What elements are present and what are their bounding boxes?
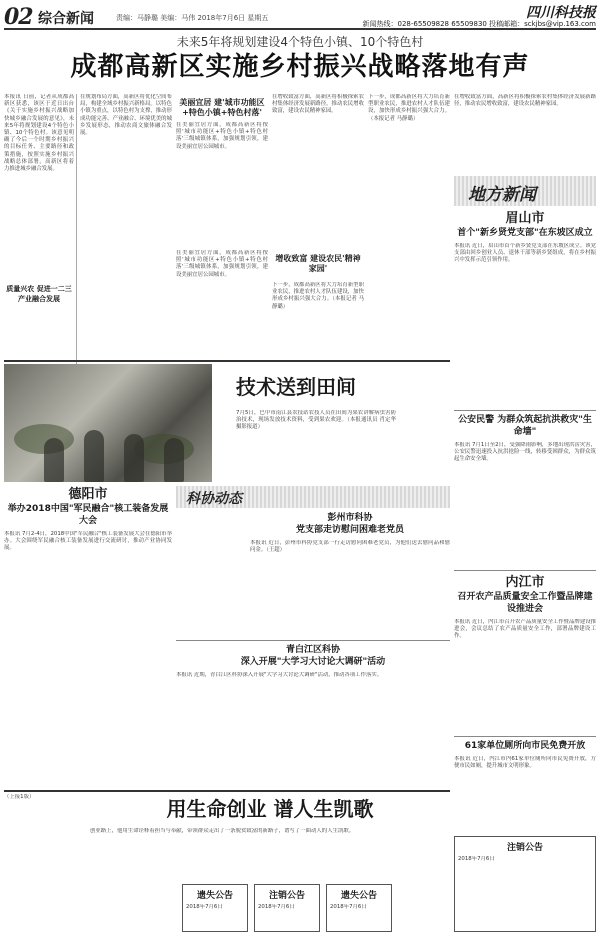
deyang-title: 举办2018中国"军民融合"核工装备发展大会: [7, 504, 169, 526]
sub-heading-1-wrap: [4, 280, 74, 314]
editor-meta: 责编：马静璐 美编：马伟 2018年7月6日 星期五: [116, 14, 269, 22]
police-title: 公安民警 为群众筑起抗洪救灾"生命墙": [458, 415, 592, 437]
feature-title: 用生命创业 谱人生凯歌: [166, 797, 374, 821]
section-name: 综合新闻: [38, 11, 94, 27]
pengzhou-body: 本报讯 近日，彭州市科协党支部一行走访慰问困难老党员，为他们送去慰问品和慰问金。（王超）: [250, 540, 450, 554]
contacts: [363, 19, 597, 29]
deyang-city: 德阳市: [68, 487, 108, 502]
lead-col-5-wrap: [368, 94, 450, 354]
police-story: [454, 414, 596, 564]
lead-col-2: 在规划布局方面，高新区将优化空间布局，构建全域乡村振兴新格局。以特色小镇为重点，以特色村为支撑，推动形成功能完善、产业融合、环境优美的城乡发展形态，推动农商文旅体融合发展。: [80, 94, 172, 137]
notice-1-date: 2018年7月6日: [186, 904, 223, 910]
notice-4-title: 注销公告: [506, 843, 543, 853]
notice-1: [182, 884, 248, 932]
lead-headline: [4, 34, 596, 90]
toilet-story: [454, 740, 596, 830]
neijiang-city: 内江市: [505, 575, 545, 590]
qingbaijiang-body: 本报讯 近期，青白江区科协深入开展"大学习大讨论大调研"活动，推动各项工作落实。: [176, 672, 383, 678]
meishan-body: 本报讯 近日，眉山市首个新乡贤党支部在东坡区成立。该党支部由回乡创业人员、退休干部等新乡贤组成，将在乡村振兴中发挥示范引领作用。: [454, 243, 596, 264]
lead-col-3b: 在美丽宜居方面，成都高新区将按照'城市功能区+特色小镇+特色村落'三级城镇体系，加强规划引领，建设美丽宜居公园城市。: [176, 250, 268, 278]
feature-headline-wrap: [90, 796, 450, 826]
email: 投稿邮箱：sckjbs@vip.163.com: [489, 20, 596, 28]
neijiang-body: 本报讯 近日，内江市召开农产品质量安全工作暨品牌建设推进会，会议总结了农产品质量安全工作，部署品牌建设工作。: [454, 619, 596, 640]
pengzhou-title: 党支部走访慰问困难老党员: [295, 525, 404, 535]
paper-name: 四川科技报: [526, 5, 596, 21]
notice-2-title: 注销公告: [268, 891, 305, 901]
neijiang-story: [454, 574, 596, 734]
feature-kicker-col: [4, 794, 84, 894]
toilet-title: 61家单位厕所向市民免费开放: [464, 741, 586, 751]
local-news-brand: 地方新闻: [468, 185, 536, 205]
sub-heading-1: 质量兴农 促进一二三产业融合发展: [6, 285, 72, 303]
pengzhou-story: [250, 512, 450, 572]
police-body: 本报讯 7月1日至2日，受强降雨影响，多地出现洪涝灾害，公安民警迅速投入抗洪抢险一线，转移受困群众，为群众筑起生命安全墙。: [454, 442, 596, 463]
feature-kicker: （上接1版）: [4, 794, 35, 800]
page-number: 02: [4, 4, 33, 30]
sub-heading-2: 美丽宜居 建'城市功能区+特色小镇+特色村落': [179, 98, 265, 117]
notice-3: [326, 884, 392, 932]
deyang-body: 本报讯 7月2-4日，2018中国"军民融合"核工装备发展大会在德阳市举办。大会围绕军民融合核工装备发展进行交流研讨，推动产业协同发展。: [4, 531, 172, 552]
feature-body: 创业路上，他用生命诠释着担当与奉献，带领群众走出了一条脱贫致富的新路子，谱写了一曲动人的人生凯歌。: [90, 828, 355, 834]
notice-2-date: 2018年7月6日: [258, 904, 295, 910]
tech-brand: 科协动态: [186, 491, 242, 507]
notice-4-date: 2018年7月6日: [458, 856, 495, 862]
notice-2: [254, 884, 320, 932]
qingbaijiang-title: 深入开展"大学习大讨论大调研"活动: [240, 657, 386, 667]
notice-4: [454, 836, 596, 932]
lead-col-6-wrap: [454, 94, 596, 174]
lead-col-1: 本报讯 日前，记者从成都高新区获悉，该区于近日出台《关于实施乡村振兴战略加快城乡融合发展的意见》，未来5年将规划建设4个特色小镇、10个特色村。该意见明确了今后一个时期乡村振兴的目标任务、主要路径和政策措施，按照实施乡村振兴战略总体部署，高新区将着力推进城乡融合发展。: [4, 94, 74, 173]
meishan-title: 首个"新乡贤党支部"在东坡区成立: [457, 228, 593, 238]
qingbaijiang-story: [176, 644, 450, 764]
deyang-story: [4, 486, 172, 776]
notice-3-title: 遗失公告: [340, 891, 377, 901]
field-photo: [4, 364, 212, 482]
meishan-story: [454, 210, 596, 340]
photo-story-title: 技术送到田间: [236, 375, 356, 399]
hotline: 新闻热线：028-65509828 65509830: [362, 20, 487, 28]
lead-col-3: 在美丽宜居方面，成都高新区将按照'城市功能区+特色小镇+特色村落'三级城镇体系，加强规划引领，建设美丽宜居公园城市。: [176, 122, 268, 150]
notice-1-title: 遗失公告: [196, 891, 233, 901]
meishan-city: 眉山市: [505, 211, 545, 226]
toilet-body: 本报讯 近日，内江市内61家单位厕所向市民免费开放，方便市民如厕，提升城市文明形象。: [454, 756, 596, 770]
lead-title: 成都高新区实施乡村振兴战略落地有声: [70, 52, 530, 82]
masthead: [4, 4, 596, 30]
photo-story-text: [216, 364, 450, 482]
pengzhou-city: 彭州市科协: [327, 513, 373, 523]
lead-col-4b: 下一步，成都高新区将大力培育新型职业农民，推进农村人才队伍建设，加快形成乡村振兴强大合力。（本报记者 马静璐）: [272, 282, 364, 310]
lead-col-6: 在增收致富方面，高新区将积极探索农村集体经济发展新路径，推动农民增收致富，建设农民精神家园。: [454, 94, 596, 108]
tech-banner: [176, 486, 450, 508]
lead-col-5: 下一步，成都高新区将大力培育新型职业农民，推进农村人才队伍建设，加快形成乡村振兴强大合力。（本报记者 马静璐）: [368, 94, 450, 122]
lead-col-3-wrap: [176, 94, 268, 244]
lead-col-4: 在增收致富方面，高新区将积极探索农村集体经济发展新路径，推动农民增收致富，建设农民精神家园。: [272, 94, 364, 115]
sub-heading-3-wrap: [272, 250, 364, 280]
qingbaijiang-city: 青白江区科协: [285, 645, 340, 655]
photo-story-caption: 7月5日，巴中市南江县农技站农技人员在田间为果农讲解病虫害防治技术，现场发放技术资料，受到果农欢迎。（本报通讯员 肖定华 摄影报道）: [236, 410, 396, 431]
lead-subhead: 未来5年将规划建设4个特色小镇、10个特色村: [176, 35, 424, 49]
local-news-banner: [454, 176, 596, 206]
neijiang-title: 召开农产品质量安全工作暨品牌建设推进会: [457, 592, 593, 614]
sub-heading-3: 增收致富 建设农民'精神家园': [275, 254, 361, 273]
notice-3-date: 2018年7月6日: [330, 904, 367, 910]
